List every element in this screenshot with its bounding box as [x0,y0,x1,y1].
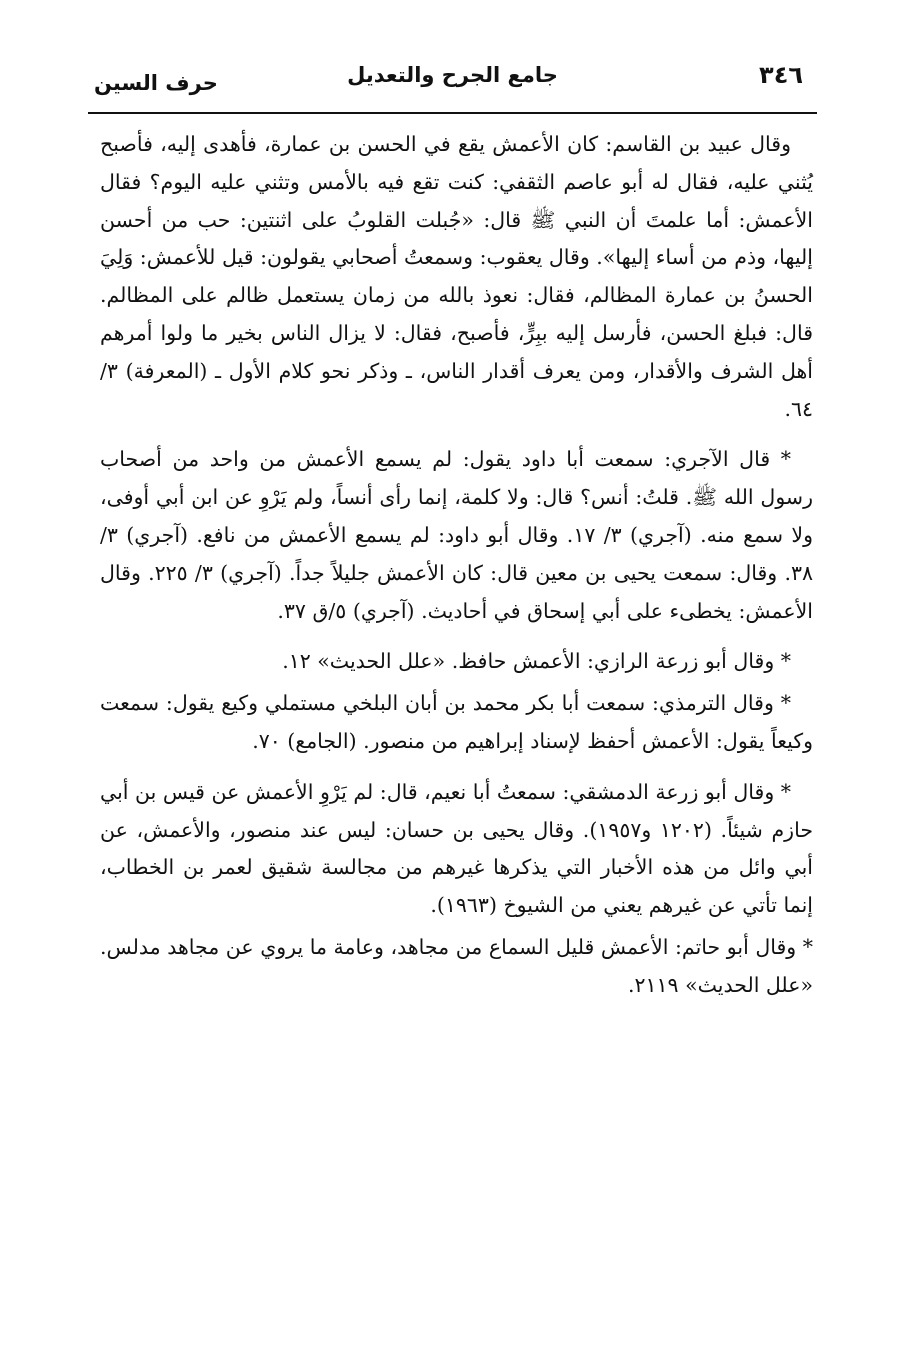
paragraph-ubayd: وقال عبيد بن القاسم: كان الأعمش يقع في الحسن بن عمارة، فأهدى إليه، فأصبح يُثني عليه، فقال له أبو عاصم الثقفي: كنت تقع فيه بالأمس وتثني عليه اليوم؟ فقال الأعمش: أما علمتَ أن النبي ﷺ قال: «جُبلت القلوبُ على اثنتين: حب من أحسن إليها، وذم من أساء إليها». وقال يعقوب: وسمعتُ أصحابي يقولون: قيل للأعمش: وَلِيَ الحسنُ بن عمارة المظالم، فقال: نعوذ بالله من زمان يستعمل ظالم على المظالم. قال: فبلغ الحسن، فأرسل إليه ببِرٍّ، فأصبح، فقال: لا يزال الناس بخير ما ولوا أمرهم أهل الشرف والأقدار، ومن يعرف أقدار الناس، ـ وذكر نحو كلام الأول ـ (المعرفة) ٣/ ٦٤. [100,132,813,421]
page-number: ٣٤٦ [759,61,803,89]
header-rule [88,112,817,114]
paragraph-abu-hatim: * وقال أبو حاتم: الأعمش قليل السماع من مجاهد، وعامة ما يروي عن مجاهد مدلس. «علل الحديث» ٢١١٩. [100,934,813,997]
paragraph-abu-zura-dimashqi: * وقال أبو زرعة الدمشقي: سمعتُ أبا نعيم، قال: لم يَرْوِ الأعمش عن قيس بن أبي حازم شيئاً. (١٢٠٢ و١٩٥٧). وقال يحيى بن حسان: ليس عند منصور، والأعمش، عن أبي وائل من هذه الأخبار التي يذكرها غيرهم من مجالسة شقيق لعمر بن الخطاب، إنما تأتي عن غيرهم يعني من الشيوخ (١٩٦٣). [100,779,813,918]
body-text [100,126,813,1018]
paragraph-tirmidhi: * وقال الترمذي: سمعت أبا بكر محمد بن أبان البلخي مستملي وكيع يقول: سمعت وكيعاً يقول: الأعمش أحفظ لإسناد إبراهيم من منصور. (الجامع) ٧٠. [100,691,813,753]
chapter-title: حرف السين [94,71,218,95]
paragraph-abu-zura-razi: * وقال أبو زرعة الرازي: الأعمش حافظ. «علل الحديث» ١٢. [282,649,791,674]
paragraph-ajurri: * قال الآجري: سمعت أبا داود يقول: لم يسمع الأعمش من واحد من أصحاب رسول الله ﷺ. قلتُ: أنس؟ قال: ولا كلمة، إنما رأى أنساً، ولم يَرْوِ عن ابن أبي أوفى، ولا سمع منه. (آجري) ٣/ ١٧. وقال أبو داود: لم يسمع الأعمش من نافع. (آجري) ٣/ ٣٨. وقال: سمعت يحيى بن معين قال: كان الأعمش جليلاً جداً. (آجري) ٣/ ٢٢٥. وقال الأعمش: يخطىء على أبي إسحاق في أحاديث. (آجري) ٥/ق ٣٧. [100,447,813,623]
book-title: جامع الجرح والتعديل [347,63,558,87]
running-header [88,58,817,106]
